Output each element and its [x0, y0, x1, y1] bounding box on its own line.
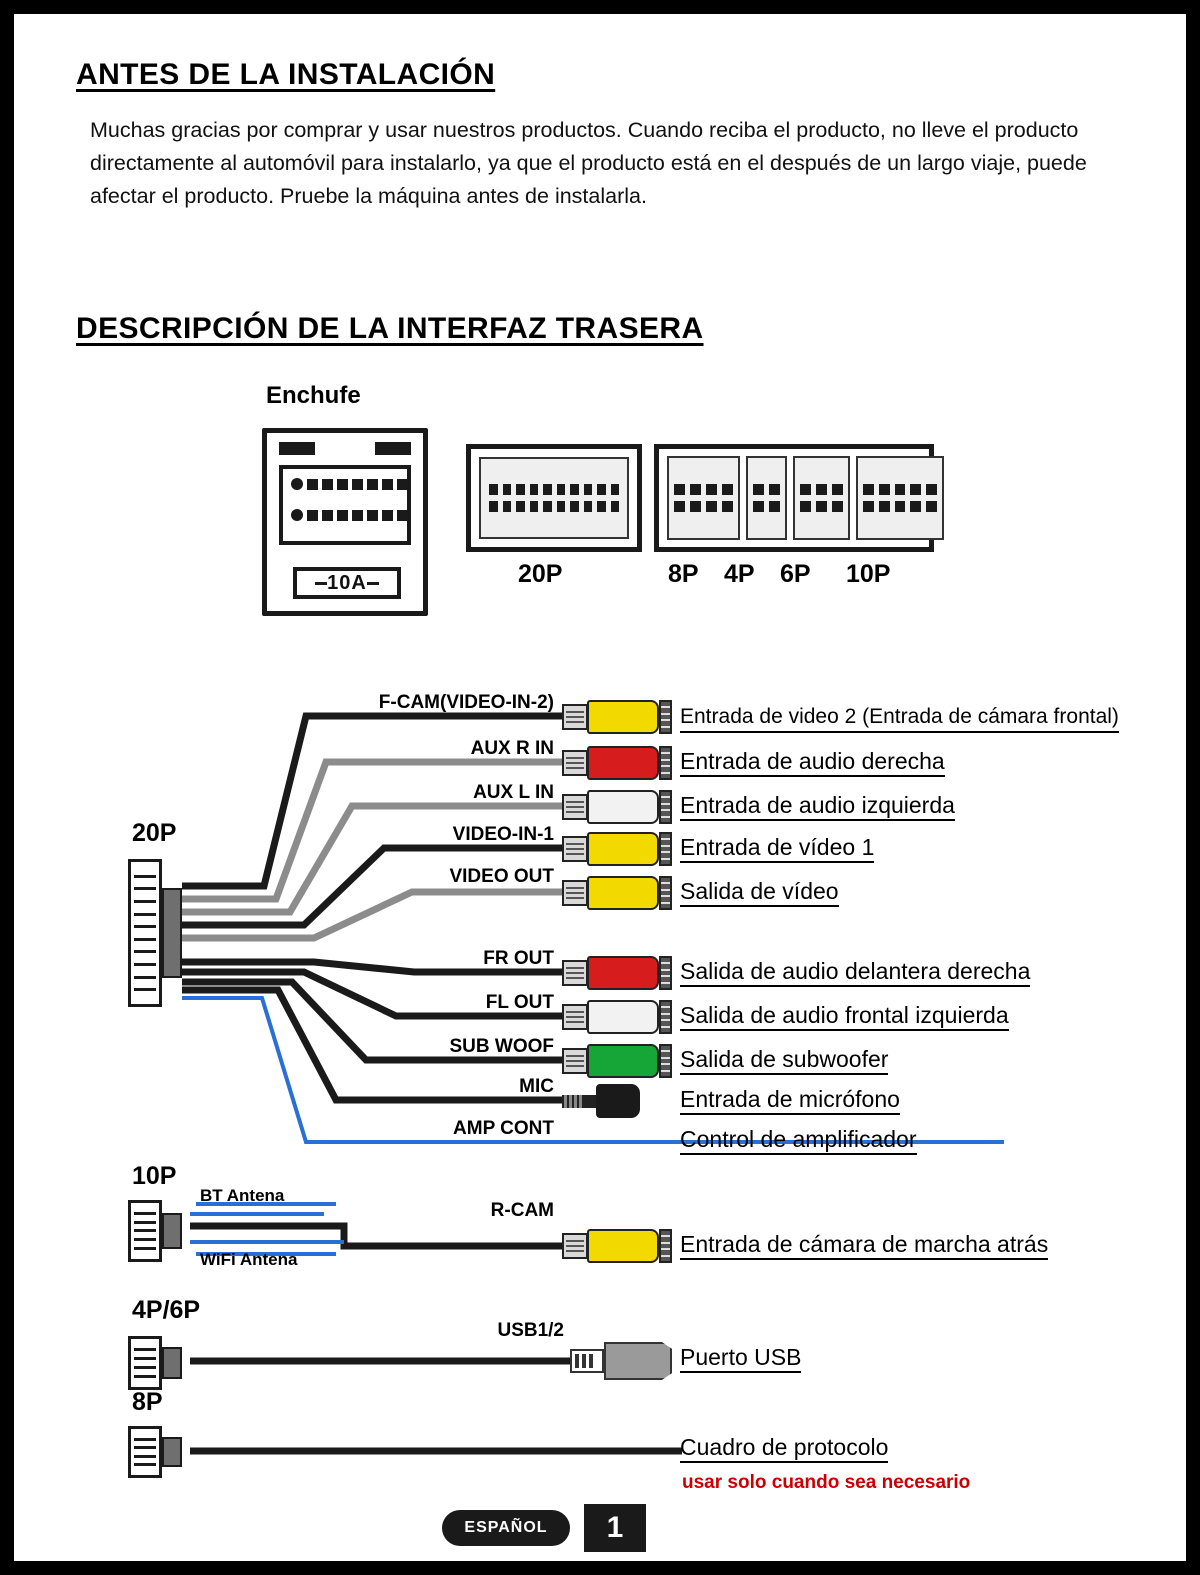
- desc-front-right-out: Salida de audio delantera derecha: [680, 958, 1030, 987]
- caption-10p: 10P: [846, 560, 891, 588]
- harness-4p6p-plug: [128, 1336, 182, 1390]
- section-title-before-installation: ANTES DE LA INSTALACIÓN: [76, 58, 496, 91]
- caption-20p: 20P: [518, 560, 563, 588]
- rca-r-cam: [562, 1229, 672, 1263]
- harness-10p-label: 10P: [132, 1162, 177, 1190]
- desc-video-in-2: Entrada de video 2 (Entrada de cámara frontal): [680, 704, 1119, 733]
- usb-plug: [570, 1342, 672, 1380]
- rca-aux-l-in: [562, 790, 672, 824]
- wiring-lines: [14, 14, 1186, 1561]
- mic-plug: [562, 1084, 640, 1118]
- rca-sub-woofer: [562, 1044, 672, 1078]
- harness-4p6p-label: 4P/6P: [132, 1296, 201, 1324]
- rca-aux-r-in: [562, 746, 672, 780]
- rca-fr-out: [562, 956, 672, 990]
- wire-code-amp-cont: AMP CONT: [453, 1118, 554, 1139]
- desc-audio-left-in: Entrada de audio izquierda: [680, 792, 955, 821]
- harness-8p-plug: [128, 1426, 182, 1478]
- desc-mic-in: Entrada de micrófono: [680, 1086, 900, 1115]
- desc-video-in-1: Entrada de vídeo 1: [680, 834, 874, 863]
- desc-usb-port: Puerto USB: [680, 1344, 801, 1373]
- wire-code-video-in-1: VIDEO-IN-1: [452, 824, 554, 845]
- caption-6p: 6P: [780, 560, 811, 588]
- fuse-label: 10A: [327, 571, 367, 594]
- rca-fl-out: [562, 1000, 672, 1034]
- caption-4p: 4P: [724, 560, 755, 588]
- rca-video-out: [562, 876, 672, 910]
- wire-code-fl-out: FL OUT: [485, 992, 554, 1013]
- desc-protocol-box: Cuadro de protocolo: [680, 1434, 888, 1463]
- note-protocol-box: usar solo cuando sea necesario: [682, 1472, 971, 1493]
- desc-audio-right-in: Entrada de audio derecha: [680, 748, 945, 777]
- harness-10p-plug: [128, 1200, 182, 1262]
- desc-subwoofer-out: Salida de subwoofer: [680, 1046, 888, 1075]
- desc-front-left-out: Salida de audio frontal izquierda: [680, 1002, 1009, 1031]
- wire-code-r-cam: R-CAM: [490, 1200, 554, 1221]
- enchufe-label: Enchufe: [266, 382, 361, 409]
- wire-code-f-cam: F-CAM(VIDEO-IN-2): [378, 692, 554, 713]
- rca-f-cam: [562, 700, 672, 734]
- bt-antenna-label: BT Antena: [200, 1186, 285, 1205]
- wifi-antenna-label: WiFi Antena: [200, 1250, 298, 1269]
- wire-code-aux-l-in: AUX L IN: [473, 782, 554, 803]
- rca-video-in-1: [562, 832, 672, 866]
- harness-20p-label: 20P: [132, 819, 177, 847]
- desc-rear-camera-in: Entrada de cámara de marcha atrás: [680, 1231, 1048, 1260]
- desc-video-out: Salida de vídeo: [680, 878, 839, 907]
- harness-8p-label: 8P: [132, 1388, 163, 1416]
- wire-code-fr-out: FR OUT: [483, 948, 554, 969]
- caption-8p: 8P: [668, 560, 699, 588]
- language-badge: ESPAÑOL: [442, 1510, 570, 1546]
- desc-amp-control: Control de amplificador: [680, 1126, 917, 1155]
- wire-code-usb: USB1/2: [497, 1320, 564, 1341]
- page-number: 1: [584, 1504, 646, 1552]
- wire-code-video-out: VIDEO OUT: [449, 866, 554, 887]
- intro-paragraph: Muchas gracias por comprar y usar nuestros productos. Cuando reciba el producto, no lleve el producto directamente al automóvil para instalarlo, ya que el producto está en el después de un largo viaje, puede afectar el producto. Pruebe la máquina antes de instalarla.: [90, 118, 1087, 208]
- wire-code-aux-r-in: AUX R IN: [470, 738, 554, 759]
- page-content: [14, 14, 1186, 1561]
- wire-code-sub-woof: SUB WOOF: [449, 1036, 554, 1057]
- section-title-rear-interface: DESCRIPCIÓN DE LA INTERFAZ TRASERA: [76, 312, 704, 345]
- wire-code-mic: MIC: [519, 1076, 554, 1097]
